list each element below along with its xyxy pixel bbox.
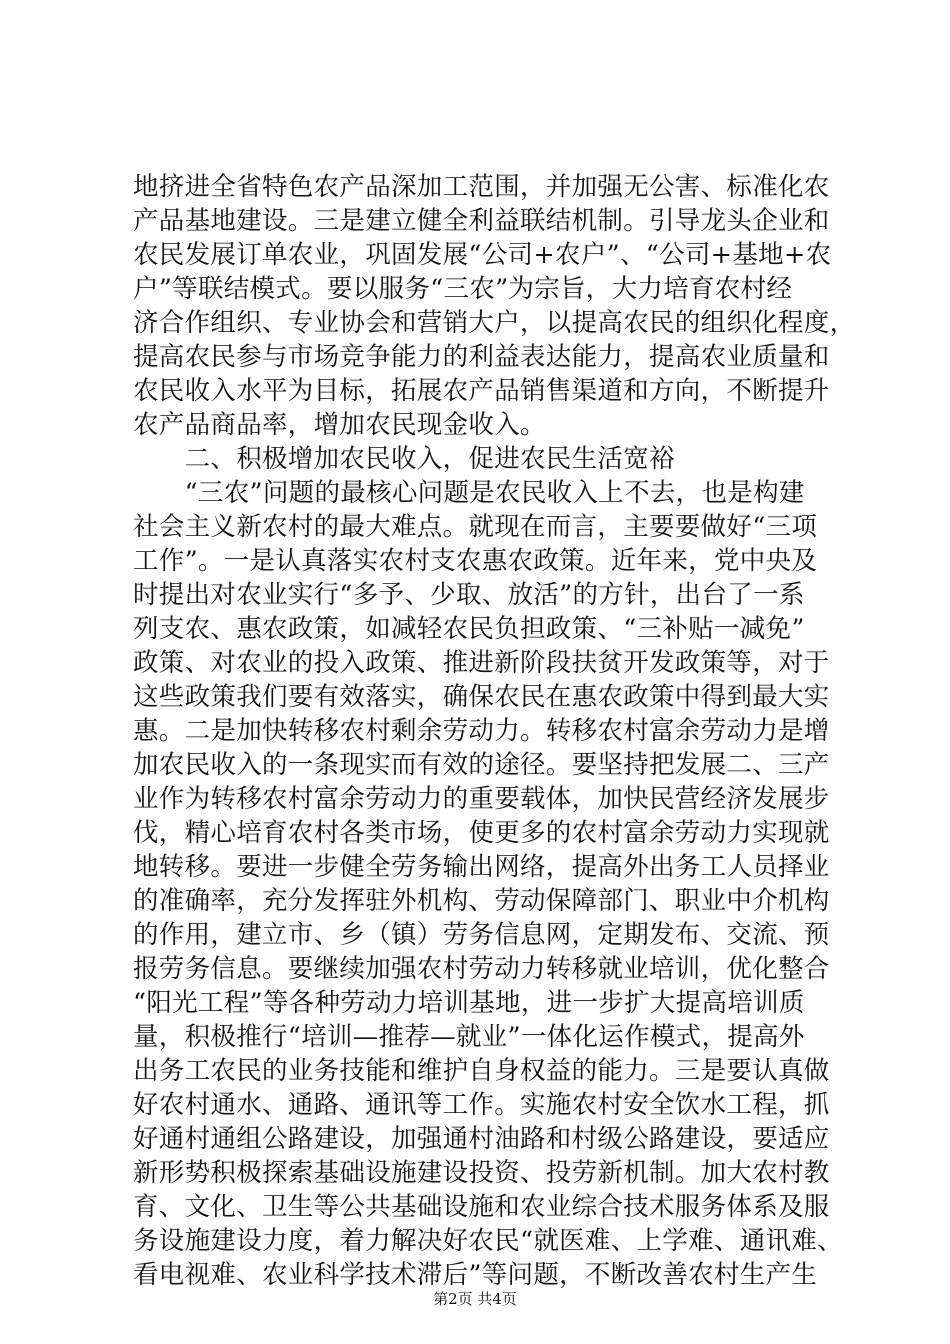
text-line: 社会主义新农村的最大难点。就现在而言，主要要做好“三项 bbox=[133, 512, 818, 542]
text-line: 户”等联结模式。要以服务“三农”为宗旨，大力培育农村经 bbox=[133, 274, 793, 304]
text-line: 列支农、惠农政策，如减轻农民负担政策、“三补贴一减免” bbox=[133, 614, 805, 644]
text-line: 务设施建设力度，着力解决好农民“就医难、上学难、通讯难、 bbox=[133, 1226, 843, 1256]
text-line: 量，积极推行“培训—推荐—就业”一体化运作模式，提高外 bbox=[133, 1022, 805, 1052]
text-line: 政策、对农业的投入政策、推进新阶段扶贫开发政策等，对于 bbox=[133, 648, 830, 678]
body-text bbox=[133, 170, 856, 1292]
text-line: 地转移。要进一步健全劳务输出网络，提高外出务工人员择业 bbox=[133, 852, 830, 882]
text-line: 提高农民参与市场竞争能力的利益表达能力，提高农业质量和 bbox=[133, 342, 830, 372]
text-line: 育、文化、卫生等公共基础设施和农业综合技术服务体系及服 bbox=[133, 1192, 830, 1222]
text-line: 的作用，建立市、乡（镇）劳务信息网，定期发布、交流、预 bbox=[133, 920, 830, 950]
text-line: 惠。二是加快转移农村剩余劳动力。转移农村富余劳动力是增 bbox=[133, 716, 830, 746]
text-line: 时提出对农业实行“多予、少取、放活”的方针，出台了一系 bbox=[133, 580, 805, 610]
text-line: 农民收入水平为目标，拓展农产品销售渠道和方向，不断提升 bbox=[133, 376, 830, 406]
text-line: 产品基地建设。三是建立健全利益联结机制。引导龙头企业和 bbox=[133, 206, 830, 236]
text-line: 看电视难、农业科学技术滞后”等问题，不断改善农村生产生 bbox=[133, 1260, 818, 1290]
text-line: 二、积极增加农民收入，促进农民生活宽裕 bbox=[133, 444, 675, 474]
text-line: 农产品商品率，增加农民现金收入。 bbox=[133, 410, 546, 440]
text-line: 出务工农民的业务技能和维护自身权益的能力。三是要认真做 bbox=[133, 1056, 830, 1086]
text-line: 的准确率，充分发挥驻外机构、劳动保障部门、职业中介机构 bbox=[133, 886, 830, 916]
text-line: 伐，精心培育农村各类市场，使更多的农村富余劳动力实现就 bbox=[133, 818, 830, 848]
text-line: 地挤进全省特色农产品深加工范围，并加强无公害、标准化农 bbox=[133, 172, 830, 202]
text-line: 加农民收入的一条现实而有效的途径。要坚持把发展二、三产 bbox=[133, 750, 830, 780]
text-line: 好农村通水、通路、通讯等工作。实施农村安全饮水工程，抓 bbox=[133, 1090, 830, 1120]
text-line: 农民发展订单农业，巩固发展“公司+农户”、“公司+基地+农 bbox=[133, 240, 832, 270]
text-line: 报劳务信息。要继续加强农村劳动力转移就业培训，优化整合 bbox=[133, 954, 830, 984]
text-line: 济合作组织、专业协会和营销大户，以提高农民的组织化程度， bbox=[133, 308, 856, 338]
text-line: “三农”问题的最核心问题是农民收入上不去，也是构建 bbox=[133, 478, 805, 508]
text-line: “阳光工程”等各种劳动力培训基地，进一步扩大提高培训质 bbox=[133, 988, 805, 1018]
text-line: 新形势积极探索基础设施建设投资、投劳新机制。加大农村教 bbox=[133, 1158, 830, 1188]
page-footer: 第2页 共4页 bbox=[433, 1290, 517, 1308]
text-line: 工作”。一是认真落实农村支农惠农政策。近年来，党中央及 bbox=[133, 546, 818, 576]
text-line: 好通村通组公路建设，加强通村油路和村级公路建设，要适应 bbox=[133, 1124, 830, 1154]
text-line: 业作为转移农村富余劳动力的重要载体，加快民营经济发展步 bbox=[133, 784, 830, 814]
text-line: 这些政策我们要有效落实，确保农民在惠农政策中得到最大实 bbox=[133, 682, 830, 712]
